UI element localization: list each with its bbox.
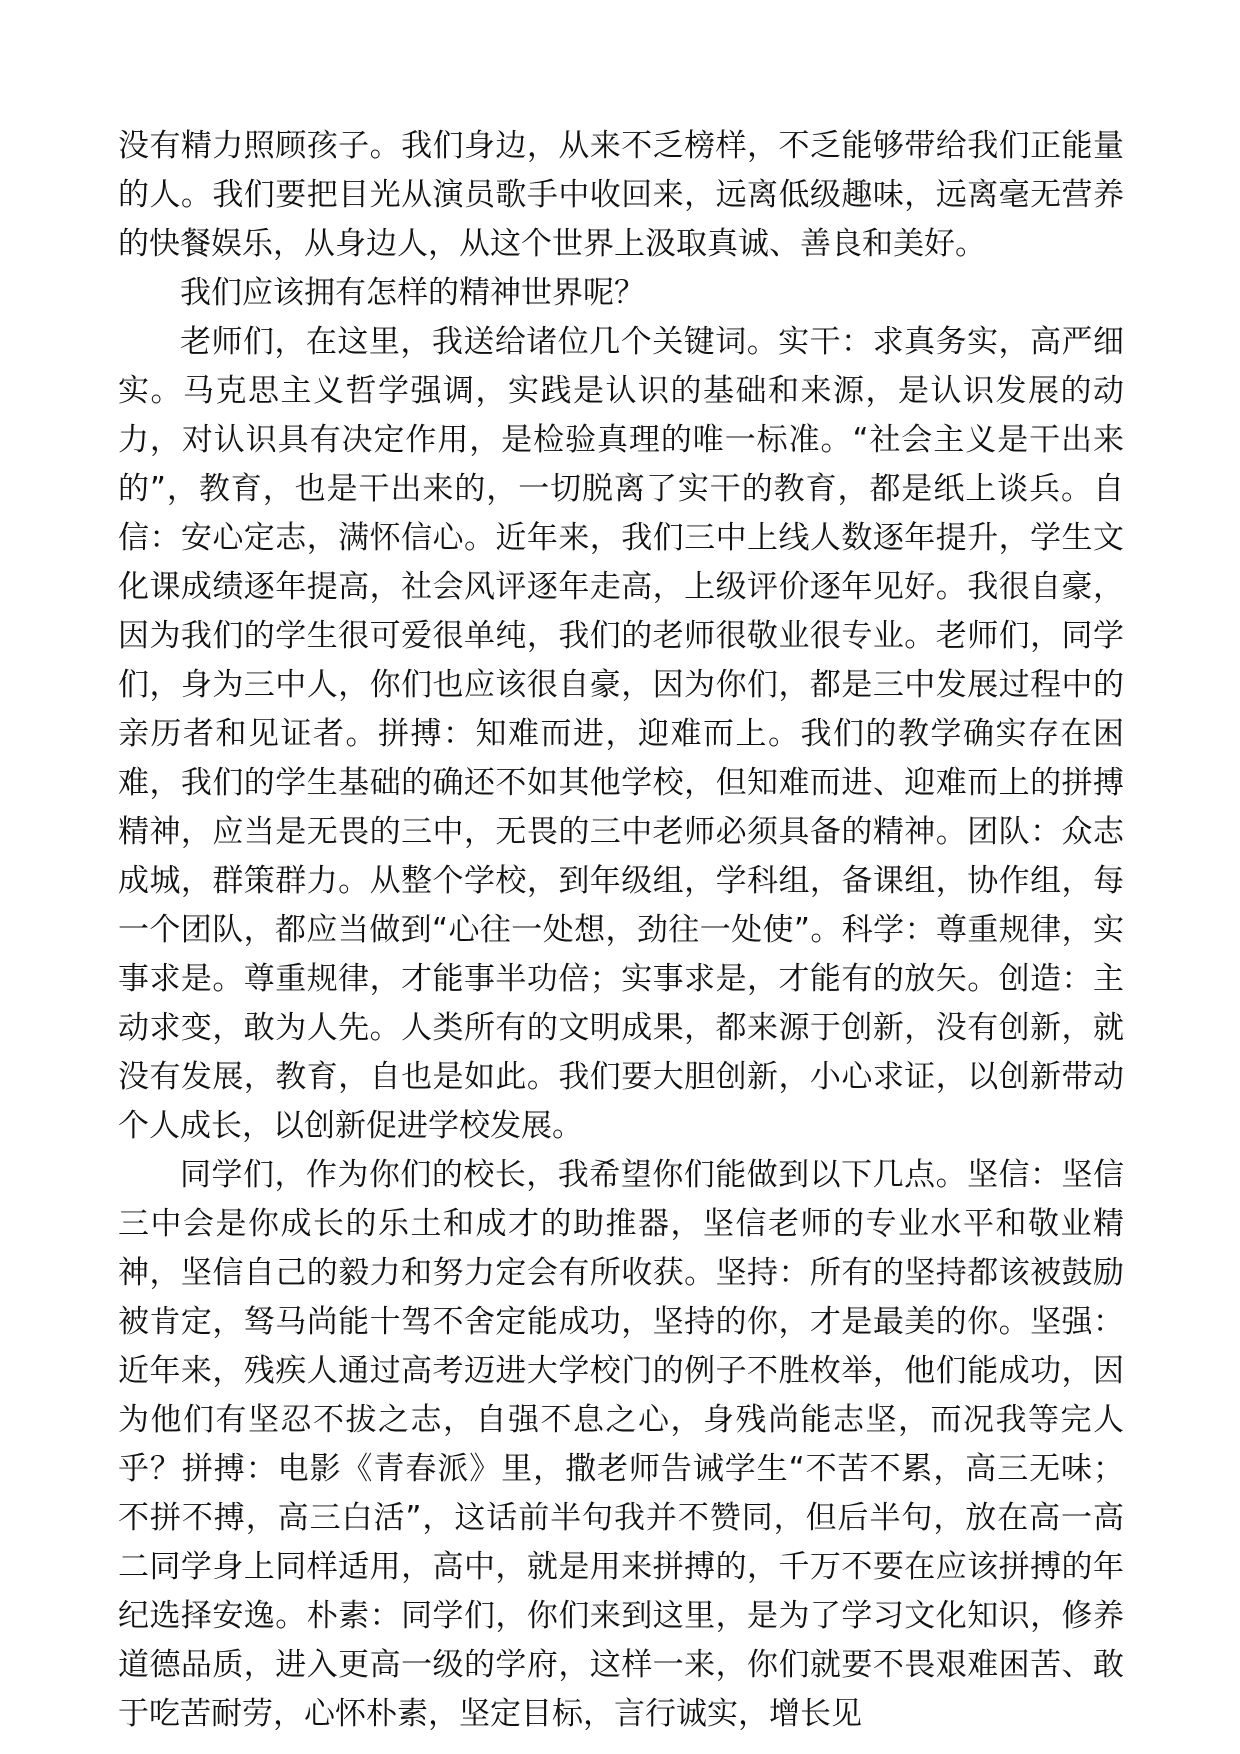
paragraph-1: 没有精力照顾孩子。我们身边，从来不乏榜样，不乏能够带给我们正能量的人。我们要把目光从演员歌手中收回来，远离低级趣味，远离毫无营养的快餐娱乐，从身边人，从这个世界上汲取真诚、善良和美好。	[118, 128, 1124, 262]
paragraph-3: 老师们，在这里，我送给诸位几个关键词。实干：求真务实，高严细实。马克思主义哲学强调，实践是认识的基础和来源，是认识发展的动力，对认识具有决定作用，是检验真理的唯一标准。“社会主义是干出来的”，教育，也是干出来的，一切脱离了实干的教育，都是纸上谈兵。自信：安心定志，满怀信心。近年来，我们三中上线人数逐年提升，学生文化课成绩逐年提高，社会风评逐年走高，上级评价逐年见好。我很自豪，因为我们的学生很可爱很单纯，我们的老师很敬业很专业。老师们，同学们，身为三中人，你们也应该很自豪，因为你们，都是三中发展过程中的亲历者和见证者。拼搏：知难而进，迎难而上。我们的教学确实存在困难，我们的学生基础的确还不如其他学校，但知难而进、迎难而上的拼搏精神，应当是无畏的三中，无畏的三中老师必须具备的精神。团队：众志成城，群策群力。从整个学校，到年级组，学科组，备课组，协作组，每一个团队，都应当做到“心往一处想，劲往一处使”。科学：尊重规律，实事求是。尊重规律，才能事半功倍；实事求是，才能有的放矢。创造：主动求变，敢为人先。人类所有的文明成果，都来源于创新，没有创新，就没有发展，教育，自也是如此。我们要大胆创新，小心求证，以创新带动个人成长，以创新促进学校发展。	[118, 324, 1124, 1144]
paragraph-4: 同学们，作为你们的校长，我希望你们能做到以下几点。坚信：坚信三中会是你成长的乐土和成才的助推器，坚信老师的专业水平和敬业精神，坚信自己的毅力和努力定会有所收获。坚持：所有的坚持都该被鼓励被肯定，驽马尚能十驾不舍定能成功，坚持的你，才是最美的你。坚强：近年来，残疾人通过高考迈进大学校门的例子不胜枚举，他们能成功，因为他们有坚忍不拔之志，自强不息之心，身残尚能志坚，而况我等完人乎？拼搏：电影《青春派》里，撒老师告诫学生“不苦不累，高三无味；不拼不搏，高三白活”，这话前半句我并不赞同，但后半句，放在高一高二同学身上同样适用，高中，就是用来拼搏的，千万不要在应该拼搏的年纪选择安逸。朴素：同学们，你们来到这里，是为了学习文化知识，修养道德品质，进入更高一级的学府，这样一来，你们就要不畏艰难困苦、敢于吃苦耐劳，心怀朴素，坚定目标，言行诚实，增长见	[118, 1157, 1124, 1732]
document-page	[118, 122, 1124, 1739]
paragraph-2: 我们应该拥有怎样的精神世界呢？	[180, 275, 645, 311]
